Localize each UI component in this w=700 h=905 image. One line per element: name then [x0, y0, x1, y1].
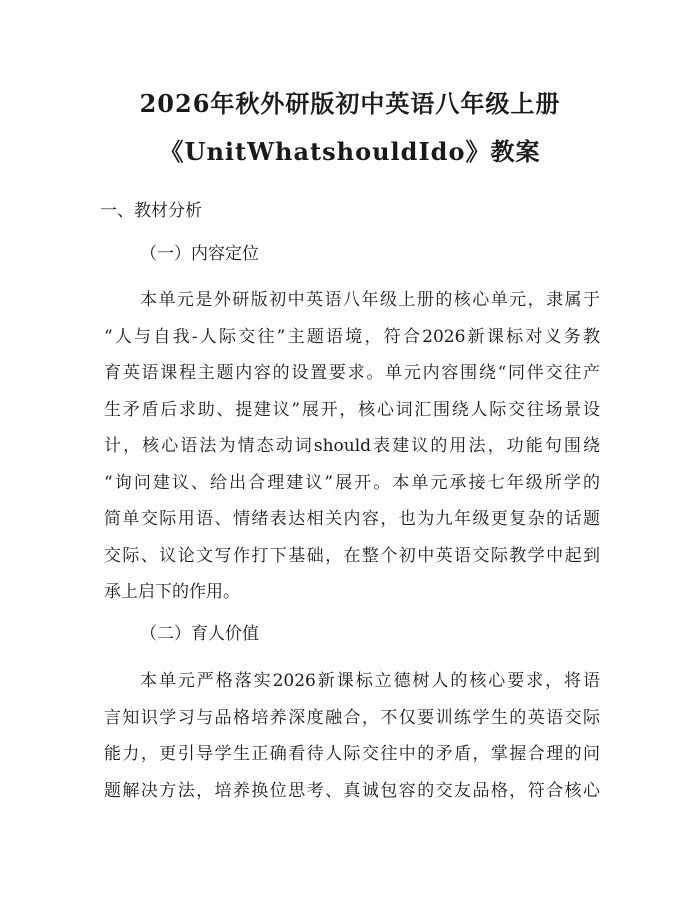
paragraph-line: 能力，更引导学生正确看待人际交往中的矛盾，掌握合理的问: [104, 744, 600, 764]
paragraph-line: 本单元是外研版初中英语八年级上册的核心单元，隶属于: [140, 290, 600, 310]
paragraph-line: 言知识学习与品格培养深度融合，不仅要训练学生的英语交际: [104, 707, 600, 728]
paragraph-line: “询问建议、给出合理建议”展开。本单元承接七年级所学的: [104, 472, 600, 493]
paragraph-line: 简单交际用语、情绪表达相关内容，也为九年级更复杂的话题: [104, 509, 600, 529]
paragraph-line: 承上启下的作用。: [104, 582, 240, 602]
paragraph-line: 计，核心语法为情态动词should表建议的用法，功能句围绕: [104, 436, 600, 456]
subsection-heading-educational-value: （二）育人价值: [140, 624, 259, 644]
paragraph-line: 题解决方法，培养换位思考、真诚包容的交友品格，符合核心: [104, 780, 600, 801]
subsection-heading-content-positioning: （一）内容定位: [140, 244, 259, 264]
paragraph-educational-value: [104, 663, 600, 809]
paragraph-line: 本单元严格落实2026新课标立德树人的核心要求，将语: [140, 671, 600, 691]
paragraph-line: 交际、议论文写作打下基础，在整个初中英语交际教学中起到: [104, 545, 600, 566]
paragraph-line: “人与自我-人际交往”主题语境，符合2026新课标对义务教: [104, 326, 600, 347]
document-title-line1: 2026年秋外研版初中英语八年级上册: [139, 89, 561, 118]
paragraph-line: 育英语课程主题内容的设置要求。单元内容围绕“同伴交往产: [104, 363, 600, 383]
paragraph-content-positioning: [104, 282, 600, 611]
paragraph-line: 生矛盾后求助、提建议”展开，核心词汇围绕人际交往场景设: [104, 399, 600, 420]
section-heading-textbook-analysis: 一、教材分析: [100, 201, 202, 221]
document-title-line2: 《UnitWhatshouldIdo》教案: [159, 137, 541, 166]
